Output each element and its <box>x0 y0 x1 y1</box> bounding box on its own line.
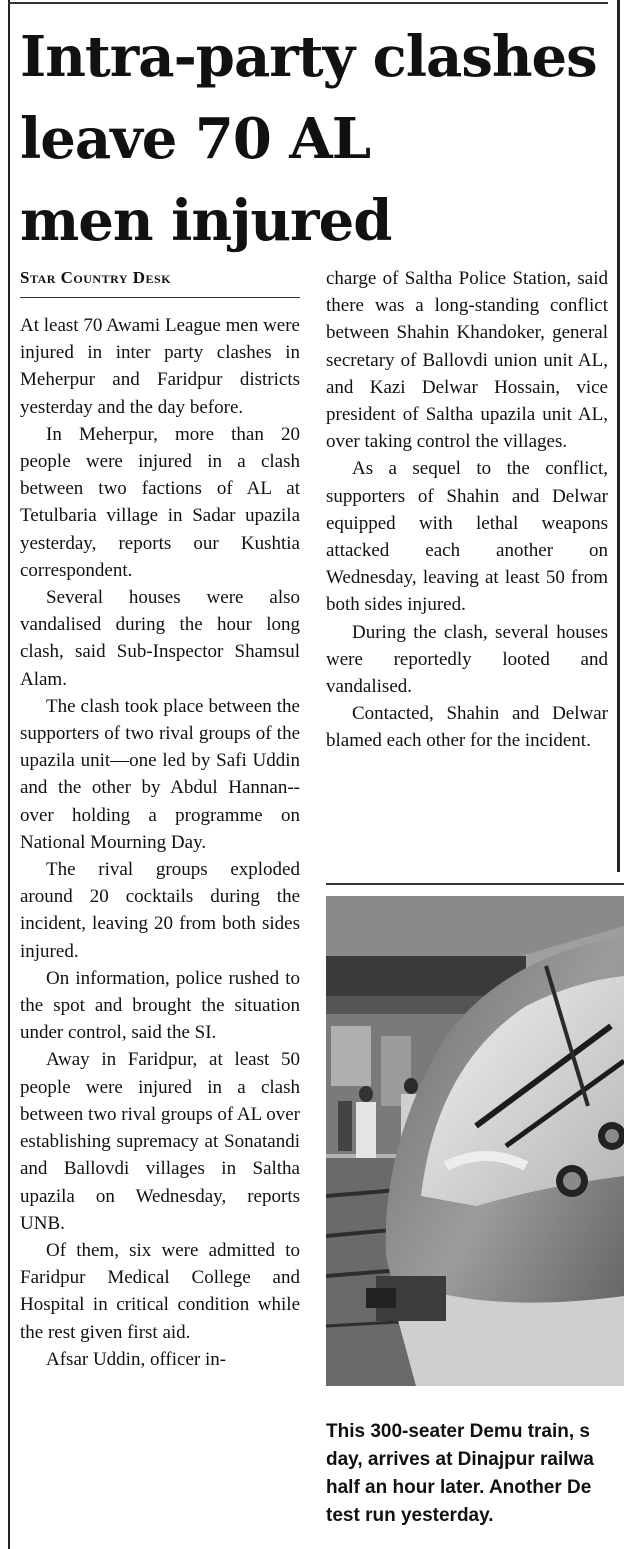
byline: Star Country Desk <box>20 268 172 287</box>
left-column-rule <box>8 0 10 1549</box>
headline-line: leave 70 AL <box>20 106 371 172</box>
train-photo-illustration <box>326 896 624 1386</box>
right-box-rule <box>617 0 620 872</box>
article-column-2 <box>326 265 608 755</box>
byline-rule <box>20 297 300 298</box>
paragraph: In Meherpur, more than 20 people were injured in a clash between two factions of AL at Tetulbaria village in Sadar upazila yesterday, reports our Kushtia correspondent. <box>20 423 300 581</box>
paragraph: The rival groups exploded around 20 cocktails during the incident, leaving 20 from both sides injured. <box>20 859 300 962</box>
caption-line: day, arrives at Dinajpur railwa <box>326 1449 594 1470</box>
photo-divider-rule <box>326 883 624 885</box>
paragraph: Contacted, Shahin and Delwar blamed each other for the incident. <box>326 703 608 752</box>
caption-line: This 300-seater Demu train, s <box>326 1421 590 1442</box>
headline-line: Intra-party clashes <box>20 24 597 90</box>
paragraph: At least 70 Awami League men were injured in inter party clashes in Meherpur and Faridpur districts yesterday and the day before. <box>20 315 300 418</box>
top-rule <box>8 2 608 4</box>
paragraph: On information, police rushed to the spot and brought the situation under control, said the SI. <box>20 967 300 1044</box>
paragraph: As a sequel to the conflict, supporters of Shahin and Delwar equipped with lethal weapons attacked each another on Wednesday, leaving at least 50 from both sides injured. <box>326 458 608 616</box>
headline <box>20 16 610 262</box>
photo-caption <box>326 1418 624 1530</box>
train-photo <box>326 896 624 1386</box>
caption-line: half an hour later. Another De <box>326 1477 592 1498</box>
headline-line: men injured <box>20 188 392 254</box>
paragraph: Several houses were also vandalised during the hour long clash, said Sub-Inspector Shamsul Alam. <box>20 587 300 690</box>
paragraph: Of them, six were admitted to Faridpur Medical College and Hospital in critical condition while the rest given first aid. <box>20 1239 300 1343</box>
caption-line: test run yesterday. <box>326 1505 494 1526</box>
paragraph: charge of Saltha Police Station, said there was a long-standing conflict between Shahin Khandoker, general secretary of Ballovdi union unit AL, and Kazi Delwar Hossain, vice president of Saltha upazila unit AL, over taking control the villages. <box>326 268 608 453</box>
paragraph: Afsar Uddin, officer in- <box>46 1348 227 1370</box>
paragraph: During the clash, several houses were reportedly looted and vandalised. <box>326 621 608 698</box>
paragraph: Away in Faridpur, at least 50 people were injured in a clash between two rival groups of AL over establishing supremacy at Sonatandi and Ballovdi villages in Saltha upazila on Wednesday, reports UNB. <box>20 1049 300 1234</box>
paragraph: The clash took place between the supporters of two rival groups of the upazila unit—one led by Safi Uddin and the other by Abdul Hannan--over holding a programme on National Mourning Day. <box>20 695 300 853</box>
article-column-1 <box>20 312 300 1373</box>
